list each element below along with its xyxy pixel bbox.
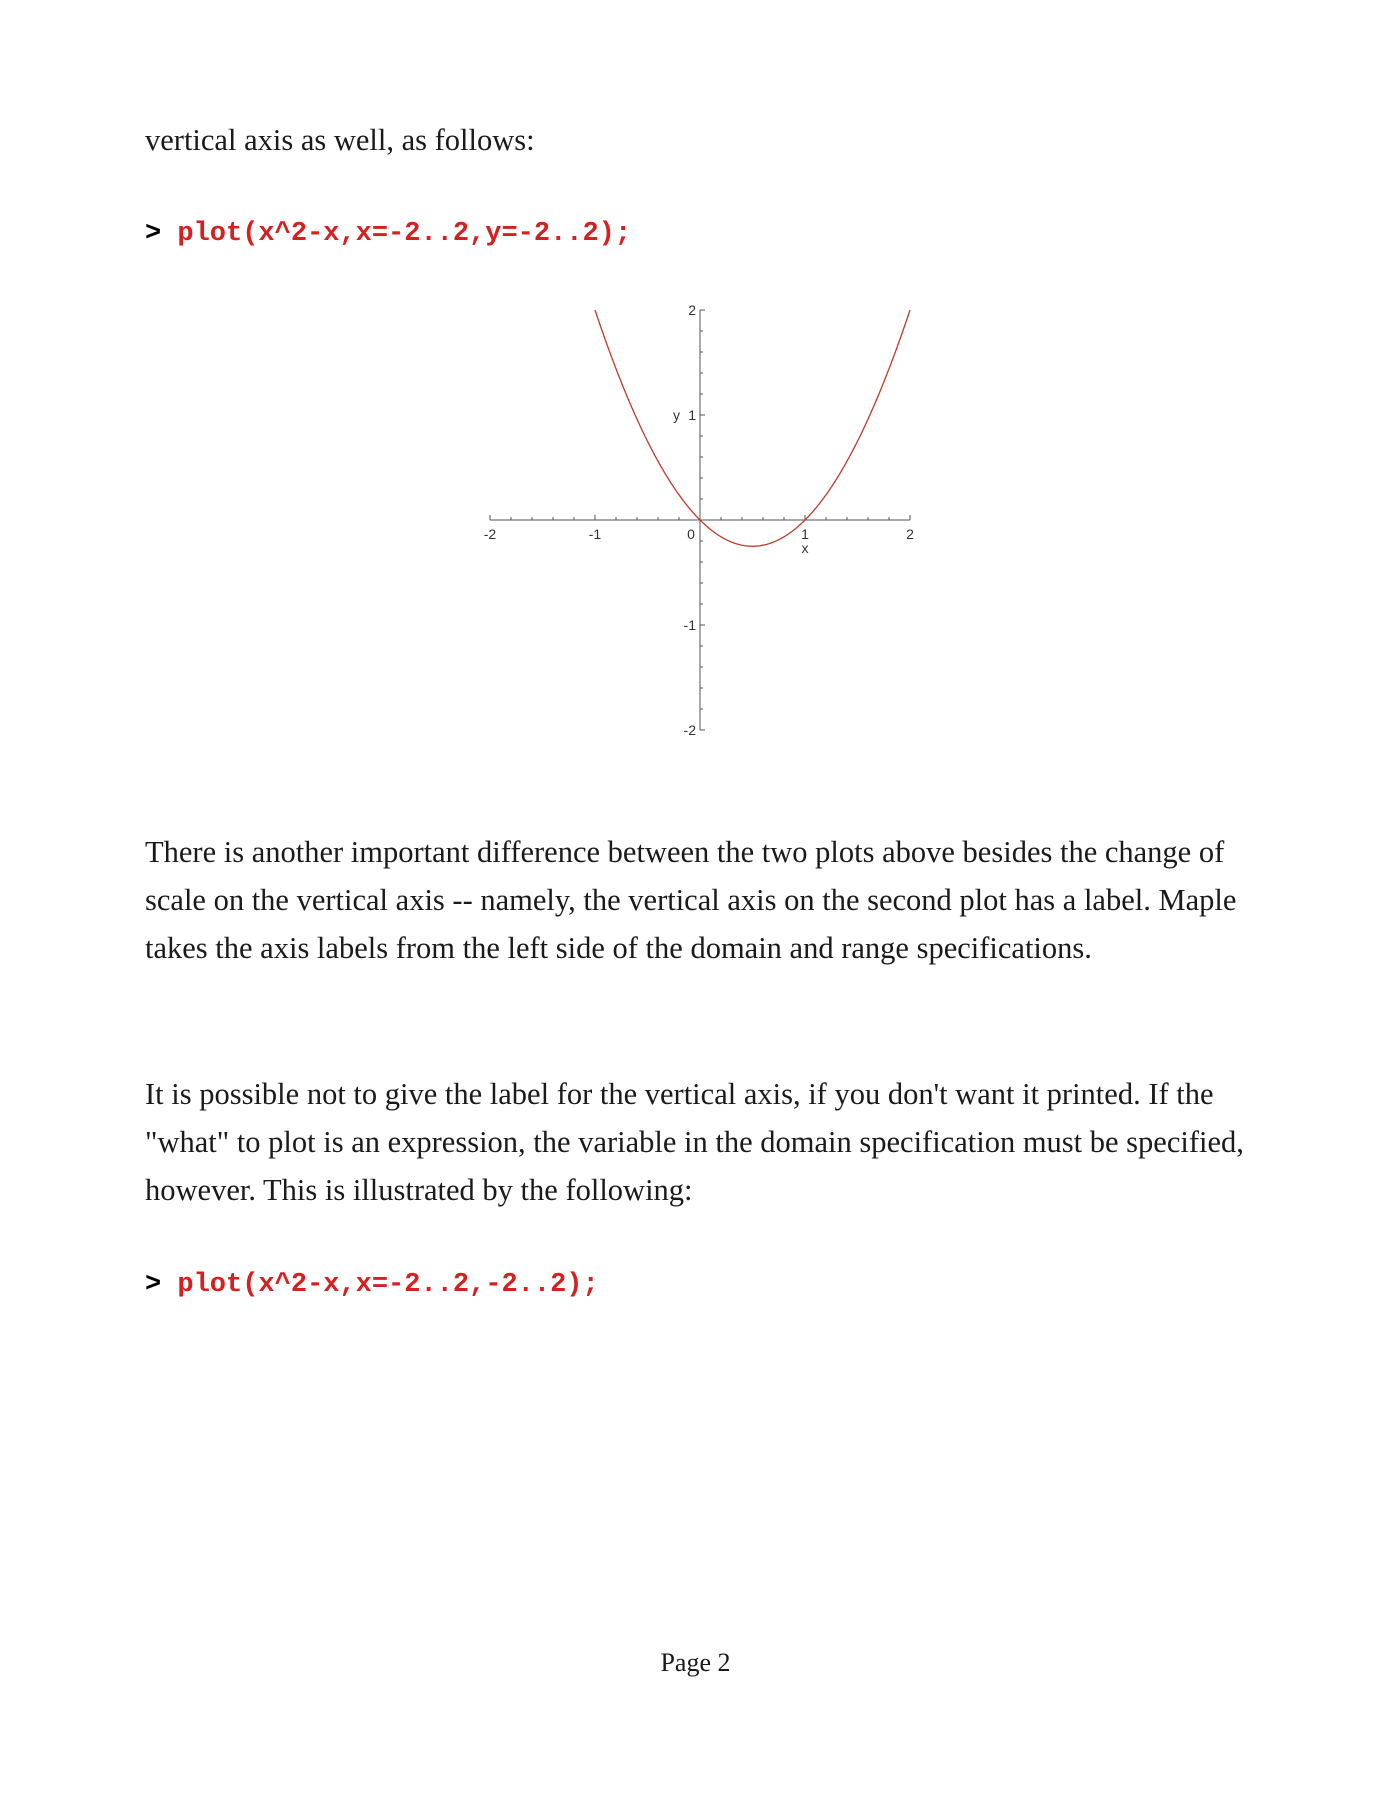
y-tick-label: 1 [688,407,696,423]
difference-paragraph: There is another important difference between the two plots above besides the change of scale on the vertical axis -- namely, the vertical axis on the second plot has a label. Maple takes the axis labels from the left side of the domain and range specifications. [145,835,1237,965]
x-tick-label: -1 [588,526,602,542]
command-code-1: plot(x^2-x,x=-2..2,y=-2..2); [177,219,632,249]
page-number: Page 2 [660,1648,731,1677]
command-code-2: plot(x^2-x,x=-2..2,-2..2); [177,1270,599,1300]
intro-paragraph: vertical axis as well, as follows: [145,123,535,157]
x-tick-label: 1 [801,526,809,542]
y-tick-label: 2 [688,302,696,318]
y-axis-label: y [673,407,680,423]
x-tick-label: -2 [483,526,497,542]
parabola-curve [595,310,910,546]
y-tick-label: -1 [683,617,696,633]
command-prompt: > [145,219,162,249]
parabola-plot [470,290,930,750]
x-tick-label: 2 [906,526,914,542]
command-prompt: > [145,1270,162,1300]
x-tick-label: 0 [687,526,695,542]
x-axis-label: x [801,540,809,556]
y-tick-label: -2 [683,722,696,738]
no-label-paragraph: It is possible not to give the label for the vertical axis, if you don't want it printed. If the "what" to plot is an expression, the variable in the domain specification must be specified, however. This is illustrated by the following: [145,1077,1244,1207]
command-line-1 [145,217,631,251]
command-line-2 [145,1268,599,1302]
